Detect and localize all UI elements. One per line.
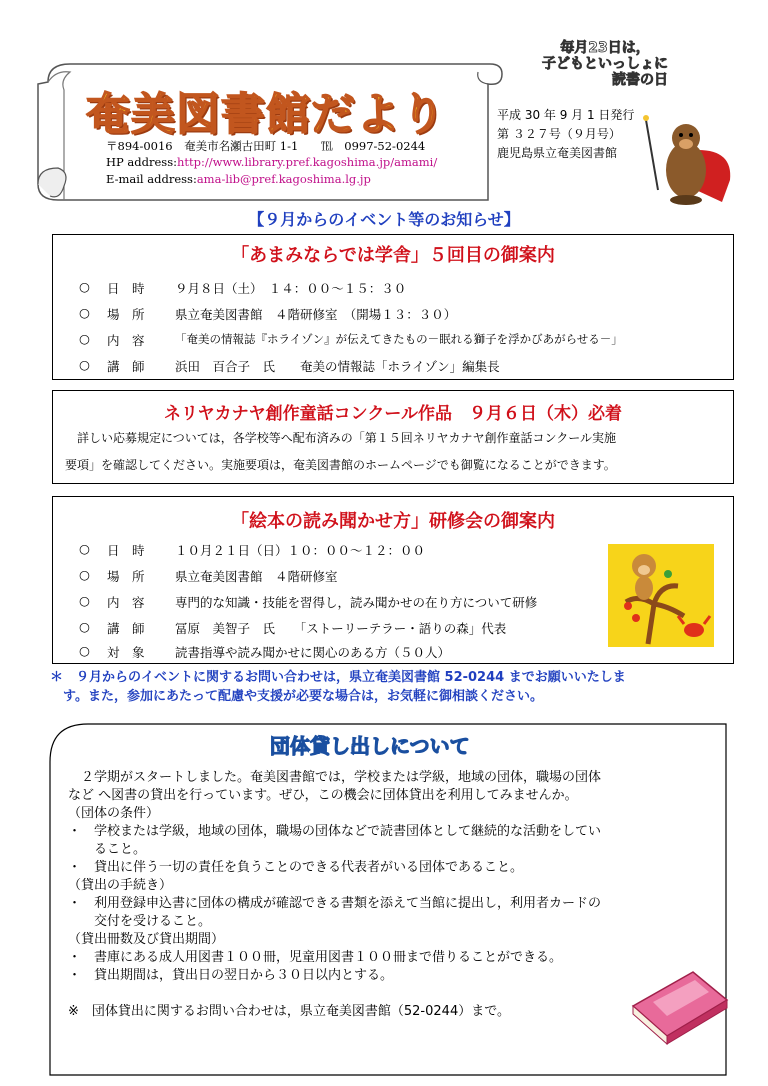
publisher: 鹿児島県立奄美図書館 — [497, 146, 618, 160]
issue-info — [497, 106, 634, 163]
contest-title: ネリヤカナヤ創作童話コンクール作品 ９月６日（木）必着 — [164, 404, 622, 424]
group-line: （貸出冊数及び貸出期間） — [68, 932, 225, 947]
book-illustration-icon — [623, 966, 733, 1046]
email-link[interactable]: ama-lib@pref.kagoshima.lg.jp — [196, 172, 371, 186]
group-line: （団体の条件） — [68, 806, 160, 821]
event1-title: 「あまみならでは学舎」５回目の御案内 — [231, 245, 555, 266]
group-line: （貸出の手続き） — [68, 878, 173, 893]
events-heading: 【９月からのイベント等のお知らせ】 — [248, 210, 520, 229]
group-line: ・ 書庫にある成人用図書１００冊，児童用図書１００冊まで借りることができる。 — [68, 950, 563, 965]
contest-box — [52, 390, 734, 484]
inquiry-footnote: ＊ ９月からのイベントに関するお問い合わせは，県立奄美図書館 52-0244 までお願いいたしま す。また，参加にあたって配慮や支援が必要な場合は，お気軽に御相談ください。 — [50, 670, 626, 704]
newsletter-title: 奄美図書館だより — [86, 89, 446, 140]
contest-text: 詳しい応募規定については，各学校等へ配布済みの「第１５回ネリヤカナヤ創作童話コンクール実施 要項」を確認してください。実施要項は，奄美図書館のホームページでも御覧になることができます。 — [65, 431, 617, 472]
group-lending-title: 団体貸し出しについて — [270, 734, 470, 758]
issue-date: 平成 30 年 9 月 1 日発行 — [497, 108, 635, 122]
event2-title: 「絵本の読み聞かせ方」研修会の御案内 — [231, 511, 555, 532]
monkey-tree-illustration-icon — [608, 544, 714, 647]
group-line: ２学期がスタートしました。奄美図書館では，学校または学級，地域の団体，職場の団体 — [68, 770, 602, 785]
hp-link[interactable]: http://www.library.pref.kagoshima.jp/amami/ — [176, 155, 438, 169]
group-line: ること。 — [68, 842, 147, 857]
group-line: ※ 団体貸出に関するお問い合わせは，県立奄美図書館（52-0244）まで。 — [68, 1004, 510, 1019]
issue-number: 第 ３２７号（９月号） — [497, 127, 621, 141]
group-line: 交付を受けること。 — [68, 914, 212, 929]
event2-box: 「絵本の読み聞かせ方」研修会の御案内 ○ 日 時 １０月２１日（日）１０：００～１２：００ ○ 場 所 県立奄美図書館 ４階研修室 ○ 内 容 専門的な知識・技能を習得し，読み聞かせの在り方について研修 ○ 講 師 冨原 美智子 氏 「ストーリーテラー・語りの森」代表 ○ 対 象 読書指導や読み聞かせに関心のある方（５０人） — [52, 496, 734, 664]
bubble-line1: 毎月23日は， — [560, 40, 650, 56]
group-line: など へ図書の貸出を行っています。ぜひ，この機会に団体貸出を利用してみませんか。 — [68, 788, 578, 803]
email-address — [106, 172, 371, 186]
postal-address: 〒894-0016 奄美市名瀬古田町 1-1 ℡ 0997-52-0244 — [106, 139, 426, 153]
reading-day-banner — [505, 40, 705, 88]
email-label: E-mail address: — [106, 172, 197, 186]
beaver-mascot-icon — [638, 110, 738, 210]
group-line: ・ 貸出に伴う一切の責任を負うことのできる代表者がいる団体であること。 — [68, 860, 524, 875]
bubble-line3: 読書の日 — [612, 72, 668, 88]
hp-label: HP address: — [106, 155, 177, 169]
bubble-line2: 子どもといっしょに — [542, 56, 668, 72]
group-line: ・ 学校または学級，地域の団体，職場の団体などで読書団体として継続的な活動をしてい — [68, 824, 602, 839]
group-line: ・ 利用登録申込書に団体の構成が確認できる書類を添えて当館に提出し，利用者カードの — [68, 896, 602, 911]
hp-address — [106, 155, 437, 169]
event1-box: 「あまみならでは学舎」５回目の御案内 ○ 日 時 ９月８日（土） １４：００～１５：３０ ○ 場 所 県立奄美図書館 ４階研修室 （開場１３：３０） ○ 内 容 「奄美の情報誌『ホライゾン』が伝えてきたもの－眠れる獅子を浮かびあがらせる－」 ○ 講 師 浜田 百合子 氏 奄美の情報誌「ホライゾン」編集長 — [52, 234, 734, 380]
group-line: ・ 貸出期間は，貸出日の翌日から３０日以内とする。 — [68, 968, 394, 983]
